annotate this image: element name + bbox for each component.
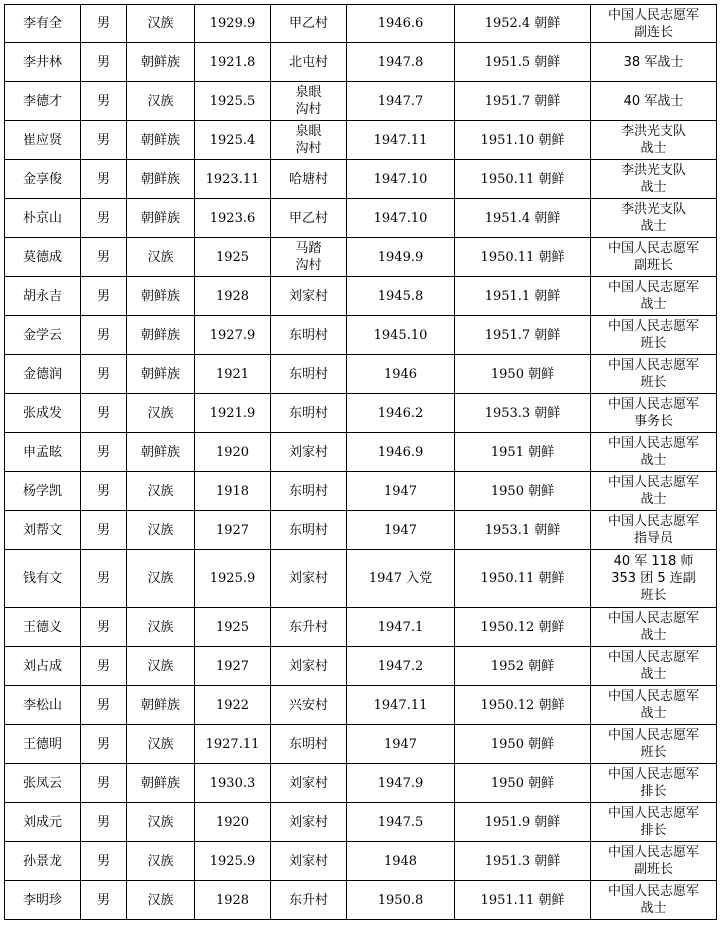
name-cell: 金学云 bbox=[5, 316, 81, 355]
table-row bbox=[5, 686, 717, 725]
gender-cell: 男 bbox=[81, 842, 127, 881]
gender-cell: 男 bbox=[81, 394, 127, 433]
birth-cell: 1920 bbox=[195, 433, 271, 472]
table-row bbox=[5, 842, 717, 881]
join-cell: 1947.7 bbox=[347, 82, 455, 121]
gender-cell: 男 bbox=[81, 881, 127, 920]
birth-cell: 1922 bbox=[195, 686, 271, 725]
birth-cell: 1925.4 bbox=[195, 121, 271, 160]
ethnicity-cell: 朝鲜族 bbox=[127, 316, 195, 355]
name-cell: 王德义 bbox=[5, 608, 81, 647]
ethnicity-cell: 汉族 bbox=[127, 803, 195, 842]
unit-cell: 中国人民志愿军 副连长 bbox=[591, 5, 717, 43]
join-cell: 1945.10 bbox=[347, 316, 455, 355]
village-cell: 兴安村 bbox=[271, 686, 347, 725]
name-cell: 张成发 bbox=[5, 394, 81, 433]
ethnicity-cell: 汉族 bbox=[127, 881, 195, 920]
birth-cell: 1925.5 bbox=[195, 82, 271, 121]
korea-cell: 1951.9 朝鲜 bbox=[455, 803, 591, 842]
unit-cell: 李洪光支队 战士 bbox=[591, 199, 717, 238]
gender-cell: 男 bbox=[81, 725, 127, 764]
join-cell: 1946.9 bbox=[347, 433, 455, 472]
unit-cell: 中国人民志愿军 班长 bbox=[591, 355, 717, 394]
village-cell: 泉眼 沟村 bbox=[271, 82, 347, 121]
village-cell: 甲乙村 bbox=[271, 199, 347, 238]
unit-cell: 李洪光支队 战士 bbox=[591, 160, 717, 199]
birth-cell: 1918 bbox=[195, 472, 271, 511]
birth-cell: 1927.9 bbox=[195, 316, 271, 355]
unit-cell: 中国人民志愿军 事务长 bbox=[591, 394, 717, 433]
unit-cell: 40 军 118 师 353 团 5 连副 班长 bbox=[591, 550, 717, 608]
village-cell: 刘家村 bbox=[271, 647, 347, 686]
name-cell: 胡永吉 bbox=[5, 277, 81, 316]
birth-cell: 1921.8 bbox=[195, 43, 271, 82]
table-row bbox=[5, 316, 717, 355]
ethnicity-cell: 汉族 bbox=[127, 511, 195, 550]
table-row bbox=[5, 355, 717, 394]
gender-cell: 男 bbox=[81, 647, 127, 686]
korea-cell: 1951.7 朝鲜 bbox=[455, 316, 591, 355]
ethnicity-cell: 朝鲜族 bbox=[127, 43, 195, 82]
name-cell: 孙景龙 bbox=[5, 842, 81, 881]
birth-cell: 1927 bbox=[195, 511, 271, 550]
name-cell: 张凤云 bbox=[5, 764, 81, 803]
birth-cell: 1929.9 bbox=[195, 5, 271, 43]
join-cell: 1946 bbox=[347, 355, 455, 394]
unit-cell: 中国人民志愿军 班长 bbox=[591, 316, 717, 355]
table-row bbox=[5, 5, 717, 43]
unit-cell: 中国人民志愿军 战士 bbox=[591, 647, 717, 686]
join-cell: 1947 入党 bbox=[347, 550, 455, 608]
birth-cell: 1925 bbox=[195, 608, 271, 647]
ethnicity-cell: 朝鲜族 bbox=[127, 277, 195, 316]
join-cell: 1947.11 bbox=[347, 121, 455, 160]
name-cell: 李明珍 bbox=[5, 881, 81, 920]
korea-cell: 1951 朝鲜 bbox=[455, 433, 591, 472]
village-cell: 东明村 bbox=[271, 316, 347, 355]
gender-cell: 男 bbox=[81, 686, 127, 725]
unit-cell: 中国人民志愿军 副班长 bbox=[591, 842, 717, 881]
birth-cell: 1930.3 bbox=[195, 764, 271, 803]
korea-cell: 1951.10 朝鲜 bbox=[455, 121, 591, 160]
village-cell: 北屯村 bbox=[271, 43, 347, 82]
gender-cell: 男 bbox=[81, 433, 127, 472]
name-cell: 刘帮文 bbox=[5, 511, 81, 550]
table-row bbox=[5, 277, 717, 316]
ethnicity-cell: 汉族 bbox=[127, 725, 195, 764]
ethnicity-cell: 汉族 bbox=[127, 5, 195, 43]
name-cell: 李松山 bbox=[5, 686, 81, 725]
birth-cell: 1921.9 bbox=[195, 394, 271, 433]
korea-cell: 1950.11 朝鲜 bbox=[455, 160, 591, 199]
name-cell: 李有全 bbox=[5, 5, 81, 43]
korea-cell: 1952 朝鲜 bbox=[455, 647, 591, 686]
korea-cell: 1950 朝鲜 bbox=[455, 764, 591, 803]
table-row bbox=[5, 160, 717, 199]
ethnicity-cell: 汉族 bbox=[127, 608, 195, 647]
birth-cell: 1927 bbox=[195, 647, 271, 686]
join-cell: 1947.5 bbox=[347, 803, 455, 842]
village-cell: 刘家村 bbox=[271, 764, 347, 803]
gender-cell: 男 bbox=[81, 199, 127, 238]
korea-cell: 1951.3 朝鲜 bbox=[455, 842, 591, 881]
gender-cell: 男 bbox=[81, 121, 127, 160]
gender-cell: 男 bbox=[81, 43, 127, 82]
korea-cell: 1951.5 朝鲜 bbox=[455, 43, 591, 82]
name-cell: 莫德成 bbox=[5, 238, 81, 277]
ethnicity-cell: 汉族 bbox=[127, 238, 195, 277]
gender-cell: 男 bbox=[81, 550, 127, 608]
gender-cell: 男 bbox=[81, 5, 127, 43]
village-cell: 东升村 bbox=[271, 608, 347, 647]
table-row bbox=[5, 725, 717, 764]
table-row bbox=[5, 472, 717, 511]
village-cell: 东明村 bbox=[271, 511, 347, 550]
unit-cell: 中国人民志愿军 副班长 bbox=[591, 238, 717, 277]
korea-cell: 1952.4 朝鲜 bbox=[455, 5, 591, 43]
birth-cell: 1928 bbox=[195, 881, 271, 920]
gender-cell: 男 bbox=[81, 511, 127, 550]
village-cell: 刘家村 bbox=[271, 550, 347, 608]
table-row bbox=[5, 433, 717, 472]
name-cell: 王德明 bbox=[5, 725, 81, 764]
birth-cell: 1925 bbox=[195, 238, 271, 277]
gender-cell: 男 bbox=[81, 277, 127, 316]
korea-cell: 1950.12 朝鲜 bbox=[455, 686, 591, 725]
join-cell: 1947.11 bbox=[347, 686, 455, 725]
join-cell: 1948 bbox=[347, 842, 455, 881]
join-cell: 1947.10 bbox=[347, 199, 455, 238]
name-cell: 钱有文 bbox=[5, 550, 81, 608]
name-cell: 李德才 bbox=[5, 82, 81, 121]
ethnicity-cell: 汉族 bbox=[127, 394, 195, 433]
village-cell: 东明村 bbox=[271, 725, 347, 764]
unit-cell: 40 军战士 bbox=[591, 82, 717, 121]
join-cell: 1947.1 bbox=[347, 608, 455, 647]
gender-cell: 男 bbox=[81, 764, 127, 803]
gender-cell: 男 bbox=[81, 803, 127, 842]
korea-cell: 1951.11 朝鲜 bbox=[455, 881, 591, 920]
korea-cell: 1953.1 朝鲜 bbox=[455, 511, 591, 550]
birth-cell: 1921 bbox=[195, 355, 271, 394]
ethnicity-cell: 汉族 bbox=[127, 472, 195, 511]
ethnicity-cell: 朝鲜族 bbox=[127, 121, 195, 160]
village-cell: 东明村 bbox=[271, 472, 347, 511]
join-cell: 1947.10 bbox=[347, 160, 455, 199]
ethnicity-cell: 朝鲜族 bbox=[127, 764, 195, 803]
korea-cell: 1950.11 朝鲜 bbox=[455, 238, 591, 277]
birth-cell: 1920 bbox=[195, 803, 271, 842]
join-cell: 1947 bbox=[347, 725, 455, 764]
village-cell: 刘家村 bbox=[271, 803, 347, 842]
ethnicity-cell: 汉族 bbox=[127, 550, 195, 608]
birth-cell: 1927.11 bbox=[195, 725, 271, 764]
table-row bbox=[5, 647, 717, 686]
table-row bbox=[5, 394, 717, 433]
ethnicity-cell: 汉族 bbox=[127, 82, 195, 121]
village-cell: 甲乙村 bbox=[271, 5, 347, 43]
village-cell: 马踏 沟村 bbox=[271, 238, 347, 277]
unit-cell: 中国人民志愿军 班长 bbox=[591, 725, 717, 764]
village-cell: 泉眼 沟村 bbox=[271, 121, 347, 160]
table-row bbox=[5, 550, 717, 608]
village-cell: 刘家村 bbox=[271, 842, 347, 881]
name-cell: 刘成元 bbox=[5, 803, 81, 842]
gender-cell: 男 bbox=[81, 160, 127, 199]
ethnicity-cell: 朝鲜族 bbox=[127, 199, 195, 238]
table-row bbox=[5, 121, 717, 160]
gender-cell: 男 bbox=[81, 608, 127, 647]
join-cell: 1946.2 bbox=[347, 394, 455, 433]
korea-cell: 1950.12 朝鲜 bbox=[455, 608, 591, 647]
table-row bbox=[5, 764, 717, 803]
name-cell: 李井林 bbox=[5, 43, 81, 82]
join-cell: 1947.2 bbox=[347, 647, 455, 686]
table-row bbox=[5, 199, 717, 238]
name-cell: 金德润 bbox=[5, 355, 81, 394]
birth-cell: 1925.9 bbox=[195, 842, 271, 881]
unit-cell: 中国人民志愿军 战士 bbox=[591, 881, 717, 920]
join-cell: 1947 bbox=[347, 511, 455, 550]
korea-cell: 1950 朝鲜 bbox=[455, 472, 591, 511]
ethnicity-cell: 朝鲜族 bbox=[127, 160, 195, 199]
table-row bbox=[5, 803, 717, 842]
korea-cell: 1950.11 朝鲜 bbox=[455, 550, 591, 608]
name-cell: 申孟眩 bbox=[5, 433, 81, 472]
ethnicity-cell: 朝鲜族 bbox=[127, 686, 195, 725]
birth-cell: 1925.9 bbox=[195, 550, 271, 608]
ethnicity-cell: 朝鲜族 bbox=[127, 355, 195, 394]
join-cell: 1950.8 bbox=[347, 881, 455, 920]
unit-cell: 中国人民志愿军 排长 bbox=[591, 803, 717, 842]
unit-cell: 中国人民志愿军 指导员 bbox=[591, 511, 717, 550]
veterans-table bbox=[4, 4, 717, 920]
name-cell: 金享俊 bbox=[5, 160, 81, 199]
unit-cell: 中国人民志愿军 排长 bbox=[591, 764, 717, 803]
birth-cell: 1923.6 bbox=[195, 199, 271, 238]
table-row bbox=[5, 881, 717, 920]
unit-cell: 中国人民志愿军 战士 bbox=[591, 433, 717, 472]
village-cell: 哈塘村 bbox=[271, 160, 347, 199]
village-cell: 东明村 bbox=[271, 355, 347, 394]
table-row bbox=[5, 238, 717, 277]
table-row bbox=[5, 43, 717, 82]
join-cell: 1949.9 bbox=[347, 238, 455, 277]
ethnicity-cell: 朝鲜族 bbox=[127, 433, 195, 472]
village-cell: 刘家村 bbox=[271, 433, 347, 472]
village-cell: 东明村 bbox=[271, 394, 347, 433]
korea-cell: 1953.3 朝鲜 bbox=[455, 394, 591, 433]
village-cell: 刘家村 bbox=[271, 277, 347, 316]
join-cell: 1947.9 bbox=[347, 764, 455, 803]
name-cell: 崔应贤 bbox=[5, 121, 81, 160]
korea-cell: 1951.1 朝鲜 bbox=[455, 277, 591, 316]
table-row bbox=[5, 511, 717, 550]
gender-cell: 男 bbox=[81, 238, 127, 277]
unit-cell: 中国人民志愿军 战士 bbox=[591, 686, 717, 725]
name-cell: 杨学凯 bbox=[5, 472, 81, 511]
name-cell: 朴京山 bbox=[5, 199, 81, 238]
table-row bbox=[5, 82, 717, 121]
join-cell: 1947.8 bbox=[347, 43, 455, 82]
unit-cell: 38 军战士 bbox=[591, 43, 717, 82]
gender-cell: 男 bbox=[81, 316, 127, 355]
birth-cell: 1923.11 bbox=[195, 160, 271, 199]
unit-cell: 中国人民志愿军 战士 bbox=[591, 608, 717, 647]
gender-cell: 男 bbox=[81, 82, 127, 121]
korea-cell: 1950 朝鲜 bbox=[455, 725, 591, 764]
unit-cell: 中国人民志愿军 战士 bbox=[591, 472, 717, 511]
join-cell: 1945.8 bbox=[347, 277, 455, 316]
gender-cell: 男 bbox=[81, 355, 127, 394]
unit-cell: 中国人民志愿军 战士 bbox=[591, 277, 717, 316]
ethnicity-cell: 汉族 bbox=[127, 647, 195, 686]
join-cell: 1947 bbox=[347, 472, 455, 511]
korea-cell: 1951.7 朝鲜 bbox=[455, 82, 591, 121]
village-cell: 东升村 bbox=[271, 881, 347, 920]
ethnicity-cell: 汉族 bbox=[127, 842, 195, 881]
gender-cell: 男 bbox=[81, 472, 127, 511]
unit-cell: 李洪光支队 战士 bbox=[591, 121, 717, 160]
table-row bbox=[5, 608, 717, 647]
korea-cell: 1950 朝鲜 bbox=[455, 355, 591, 394]
birth-cell: 1928 bbox=[195, 277, 271, 316]
korea-cell: 1951.4 朝鲜 bbox=[455, 199, 591, 238]
join-cell: 1946.6 bbox=[347, 5, 455, 43]
name-cell: 刘占成 bbox=[5, 647, 81, 686]
